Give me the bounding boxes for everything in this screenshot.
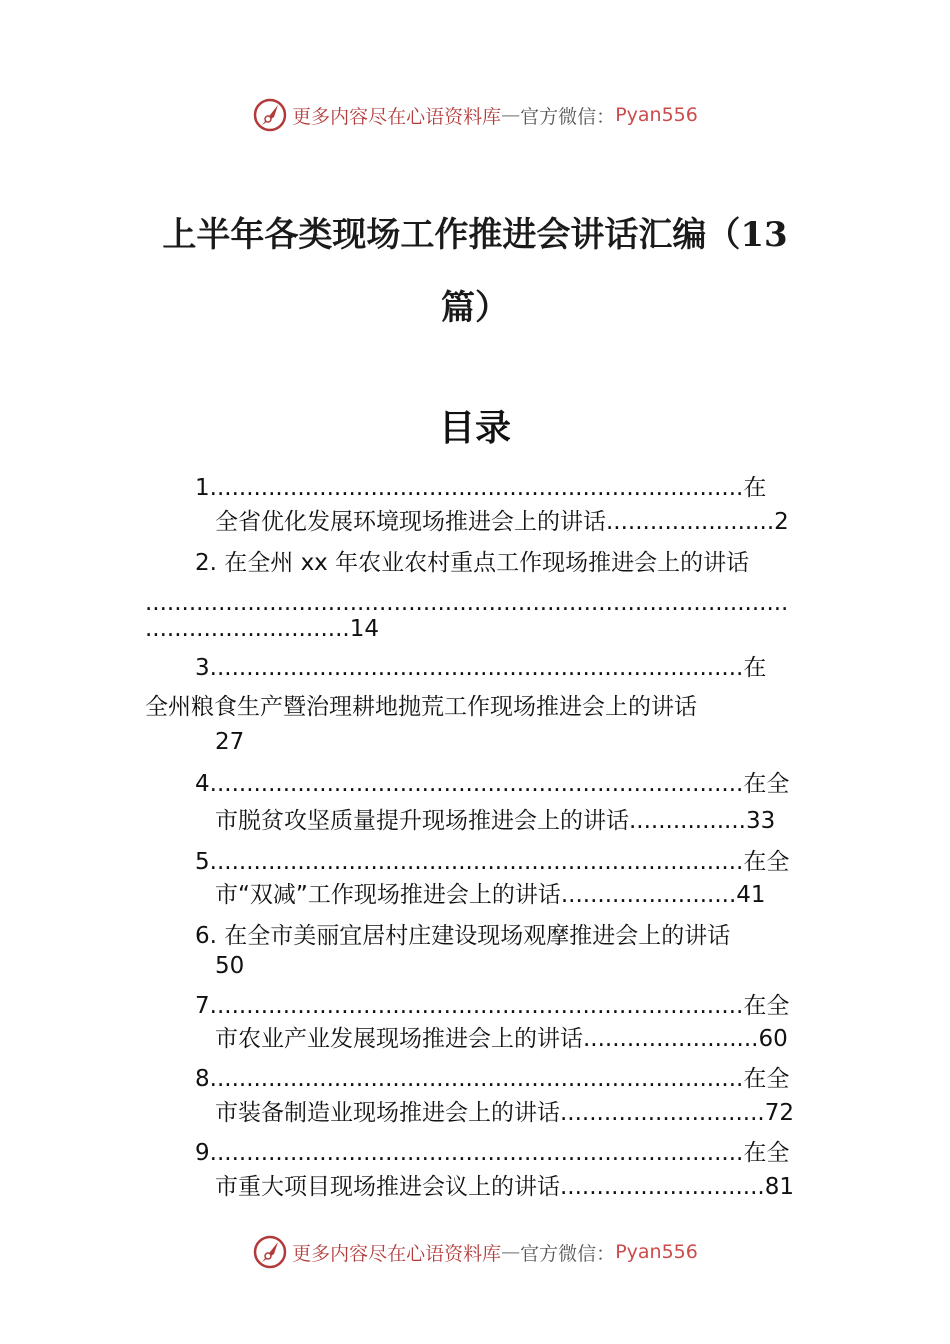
- toc-line[interactable]: 市装备制造业现场推进会上的讲话............................72: [215, 1100, 794, 1126]
- document-title-line2: 篇）: [441, 288, 509, 328]
- footer-banner: [0, 1232, 950, 1272]
- banner-separator: —: [501, 1241, 521, 1263]
- toc-line[interactable]: 8.........................................................................在全: [195, 1066, 790, 1092]
- toc-line[interactable]: 50: [215, 953, 245, 979]
- toc-line[interactable]: 3.........................................................................在: [195, 655, 767, 681]
- toc-heading: 目录: [438, 407, 511, 449]
- toc-line[interactable]: 1.........................................................................在: [195, 475, 767, 501]
- toc-line[interactable]: 4.........................................................................在全: [195, 771, 790, 797]
- toc-line[interactable]: 全省优化发展环境现场推进会上的讲话.......................2: [215, 509, 789, 535]
- toc-line[interactable]: 2. 在全州 xx 年农业农村重点工作现场推进会上的讲话: [195, 550, 750, 576]
- toc-line[interactable]: 9.........................................................................在全: [195, 1140, 790, 1166]
- toc-line[interactable]: 5.........................................................................在全: [195, 849, 790, 875]
- toc-line[interactable]: 市重大项目现场推进会议上的讲话............................81: [215, 1174, 794, 1200]
- banner-separator: —: [501, 104, 521, 126]
- toc-line[interactable]: 7.........................................................................在全: [195, 993, 790, 1019]
- toc-line[interactable]: ........................................................................................: [145, 590, 789, 616]
- toc-line[interactable]: 市“双减”工作现场推进会上的讲话........................41: [215, 882, 766, 908]
- toc-line[interactable]: ............................14: [145, 616, 379, 642]
- banner-account-id: Pyan556: [615, 104, 698, 126]
- toc-line[interactable]: 全州粮食生产暨治理耕地抛荒工作现场推进会上的讲话: [145, 694, 697, 720]
- header-banner: [0, 95, 950, 135]
- banner-account-label: 官方微信：: [520, 105, 616, 128]
- quill-logo-icon: [252, 97, 288, 133]
- toc-line[interactable]: 市农业产业发展现场推进会上的讲话........................60: [215, 1026, 788, 1052]
- banner-brand: 更多内容尽在心语资料库: [292, 1242, 502, 1265]
- toc-line[interactable]: 27: [215, 729, 245, 755]
- banner-brand: 更多内容尽在心语资料库: [292, 105, 502, 128]
- toc-line[interactable]: 市脱贫攻坚质量提升现场推进会上的讲话................33: [215, 808, 776, 834]
- quill-logo-icon: [252, 1234, 288, 1270]
- toc-line[interactable]: 6. 在全市美丽宜居村庄建设现场观摩推进会上的讲话: [195, 923, 731, 949]
- banner-account-label: 官方微信：: [520, 1242, 616, 1265]
- banner-account-id: Pyan556: [615, 1241, 698, 1263]
- document-title-line1: 上半年各类现场工作推进会讲话汇编（13: [162, 215, 788, 255]
